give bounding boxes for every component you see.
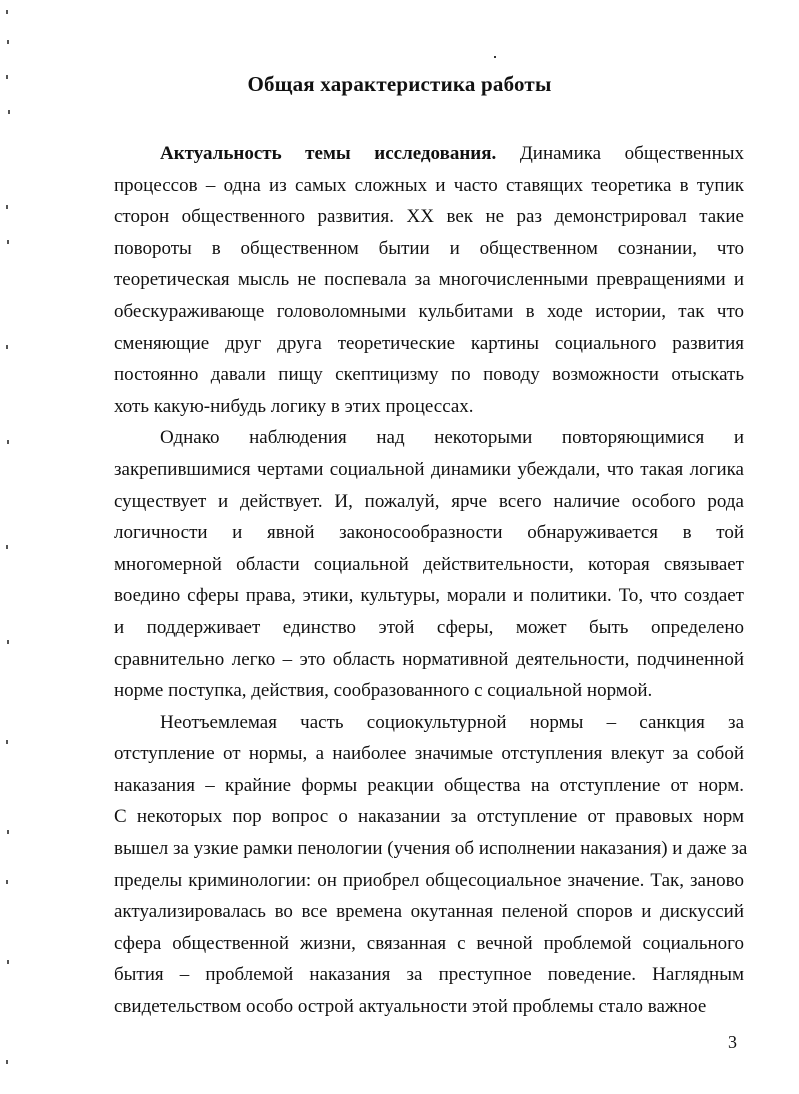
line-text: норме поступка, действия, сообразованного с социальной нормой.	[114, 680, 653, 702]
line-text: обескураживающе головоломными кульбитами в ходе истории, так что	[114, 300, 744, 322]
text-line	[114, 801, 744, 833]
text-line	[114, 580, 744, 612]
text-line	[114, 328, 744, 360]
text-line	[114, 770, 744, 802]
line-text: С некоторых пор вопрос о наказании за отступление от правовых норм	[114, 806, 744, 828]
line-text: хоть какую-нибудь логику в этих процессах.	[114, 395, 474, 417]
text-line	[114, 644, 744, 676]
line-text: Однако наблюдения над некоторыми повторяющимися и	[160, 427, 744, 449]
text-line	[114, 675, 744, 707]
line-text: наказания – крайние формы реакции общества на отступление от норм.	[114, 774, 744, 796]
line-text: пределы криминологии: он приобрел общесоциальное значение. Так, заново	[114, 869, 744, 891]
line-text: существует и действует. И, пожалуй, ярче всего наличие особого рода	[114, 490, 744, 512]
text-line	[114, 707, 744, 739]
text-line	[114, 517, 744, 549]
line-text: постоянно давали пищу скептицизму по поводу возможности отыскать	[114, 364, 744, 386]
text-line	[114, 359, 744, 391]
line-text: логичности и явной законосообразности обнаруживается в той	[114, 522, 744, 544]
scan-margin-artifacts	[0, 0, 20, 1094]
text-line	[114, 865, 744, 897]
line-text: сторон общественного развития. XX век не раз демонстрировал такие	[114, 206, 744, 228]
text-line	[114, 170, 744, 202]
page-title: Общая характеристика работы	[247, 72, 552, 96]
line-text: Динамика общественных	[496, 143, 744, 164]
text-line	[114, 738, 744, 770]
text-line	[114, 612, 744, 644]
line-text: актуализировалась во все времена окутанная пеленой споров и дискуссий	[114, 901, 744, 923]
line-text: воедино сферы права, этики, культуры, морали и политики. То, что создает	[114, 585, 744, 607]
text-line	[114, 991, 744, 1023]
line-text: вышел за узкие рамки пенологии (учения об исполнении наказания) и даже за	[114, 838, 748, 860]
text-line	[114, 549, 744, 581]
text-line	[114, 233, 744, 265]
text-line	[114, 959, 744, 991]
line-text: и поддерживает единство этой сферы, может быть определено	[114, 616, 744, 638]
section-heading-inline: Актуальность темы исследования.	[160, 143, 497, 164]
text-line	[114, 264, 744, 296]
text-line	[114, 391, 744, 423]
line-text: отступление от нормы, а наиболее значимые отступления влекут за собой	[114, 743, 744, 765]
line-text: теоретическая мысль не поспевала за многочисленными превращениями и	[114, 269, 744, 291]
line-text: бытия – проблемой наказания за преступное поведение. Наглядным	[114, 964, 744, 986]
text-line	[114, 833, 748, 865]
line-text: сфера общественной жизни, связанная с вечной проблемой социального	[114, 932, 744, 954]
text-line	[114, 928, 744, 960]
line-text: сменяющие друг друга теоретические картины социального развития	[114, 332, 744, 354]
page-number: 3	[728, 1032, 737, 1052]
line-text: Неотъемлемая часть социокультурной нормы – санкция за	[160, 711, 744, 733]
line-text: свидетельством особо острой актуальности этой проблемы стало важное	[114, 996, 707, 1018]
text-line	[114, 896, 744, 928]
text-line	[114, 454, 744, 486]
line-text: процессов – одна из самых сложных и часто ставящих теоретика в тупик	[114, 174, 744, 196]
text-line	[114, 486, 744, 518]
line-text: сравнительно легко – это область нормативной деятельности, подчиненной	[114, 648, 744, 670]
text-line	[114, 138, 744, 170]
text-line	[114, 422, 744, 454]
line-text: повороты в общественном бытии и общественном сознании, что	[114, 237, 744, 259]
text-line	[114, 201, 744, 233]
scan-dot	[494, 56, 496, 58]
text-line	[114, 296, 744, 328]
document-body	[114, 138, 748, 1023]
line-text: многомерной области социальной действительности, которая связывает	[114, 553, 744, 575]
line-text: закрепившимися чертами социальной динамики убеждали, что такая логика	[114, 458, 744, 480]
